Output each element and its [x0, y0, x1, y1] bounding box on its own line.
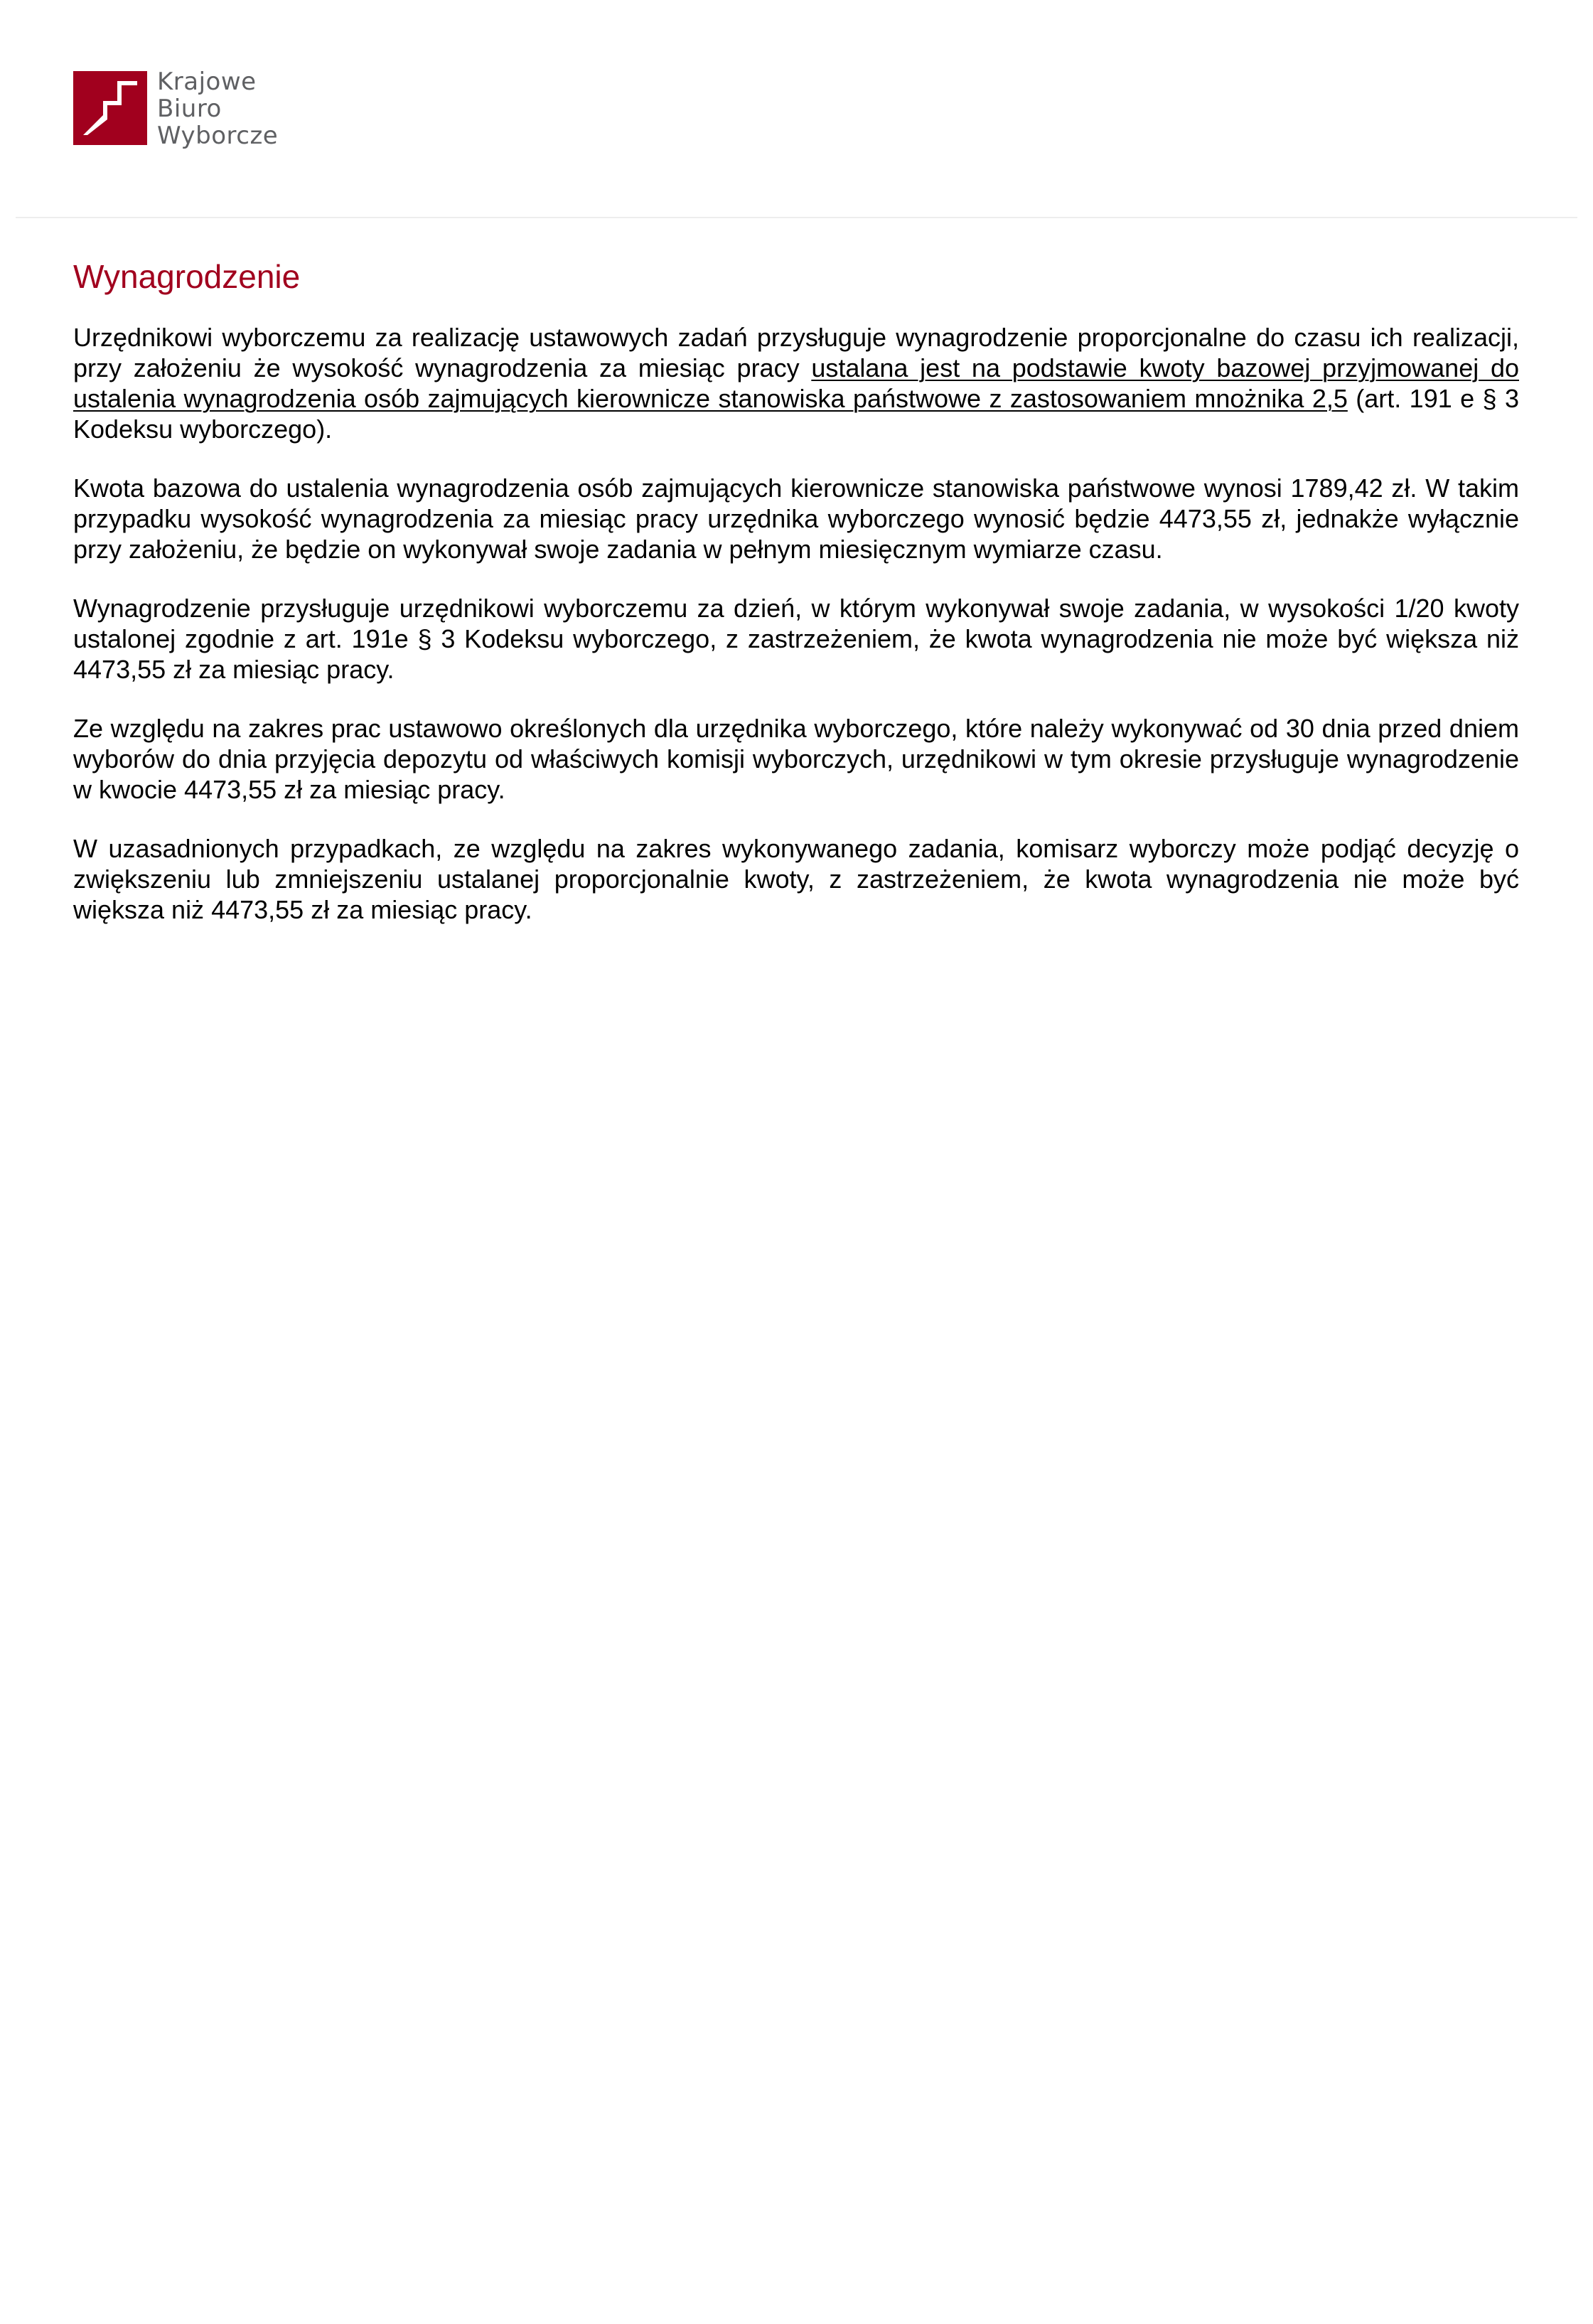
paragraph-work-period: Ze względu na zakres prac ustawowo określonych dla urzędnika wyborczego, które należy wykonywać od 30 dnia przed dniem wyborów do dnia przyjęcia depozytu od właściwych komisji wyborczych, urzędnikowi w tym okresie przysługuje wynagrodzenie w kwocie 4473,55 zł za miesiąc pracy.: [73, 714, 1519, 804]
paragraph-base-amount: Kwota bazowa do ustalenia wynagrodzenia osób zajmujących kierownicze stanowiska państwowe wynosi 1789,42 zł. W takim przypadku wysokość wynagrodzenia za miesiąc pracy urzędnika wyborczego wynosić będzie 4473,55 zł, jednakże wyłącznie przy założeniu, że będzie on wykonywał swoje zadania w pełnym miesięcznym wymiarze czasu.: [73, 473, 1519, 564]
kbw-logo-wordmark: [157, 68, 278, 149]
logo-line-1: Krajowe: [157, 68, 257, 96]
page-title: Wynagrodzenie: [73, 258, 301, 295]
kbw-logo-icon: [73, 71, 147, 145]
page-header: [0, 0, 1593, 218]
paragraph-1-text-start: Urzędnikowi wyborczemu za realizację ustawowych zadań przysługuje wynagrodzenie proporcjonalne do czasu ich realizacji, przy założeniu że wysokość wynagrodzenia za miesiąc pracy: [73, 323, 1519, 382]
paragraph-adjustments: W uzasadnionych przypadkach, ze względu na zakres wykonywanego zadania, komisarz wyborczy może podjąć decyzję o zwiększeniu lub zmniejszeniu ustalanej proporcjonalnie kwoty, z zastrzeżeniem, że kwota wynagrodzenia nie może być większa niż 4473,55 zł za miesiąc pracy.: [73, 834, 1519, 924]
paragraph-1-text-end: (art. 191 e § 3 Kodeksu wyborczego).: [73, 384, 1520, 444]
logo-line-3: Wyborcze: [157, 122, 279, 150]
salary-basis-link[interactable]: ustalana jest na podstawie kwoty bazowej przyjmowanej do ustalenia wynagrodzenia osób zajmujących kierownicze stanowiska państwowe z zastosowaniem mnożnika 2,5: [73, 353, 1519, 413]
kbw-logo[interactable]: [73, 68, 279, 150]
header-divider: [16, 217, 1577, 218]
paragraph-daily-rate: Wynagrodzenie przysługuje urzędnikowi wyborczemu za dzień, w którym wykonywał swoje zadania, w wysokości 1/20 kwoty ustalonej zgodnie z art. 191e § 3 Kodeksu wyborczego, z zastrzeżeniem, że kwota wynagrodzenia nie może być większa niż 4473,55 zł za miesiąc pracy.: [73, 594, 1519, 684]
paragraph-salary-basis: [73, 322, 1519, 444]
logo-line-2: Biuro: [157, 95, 222, 123]
main-content: [73, 252, 1519, 925]
